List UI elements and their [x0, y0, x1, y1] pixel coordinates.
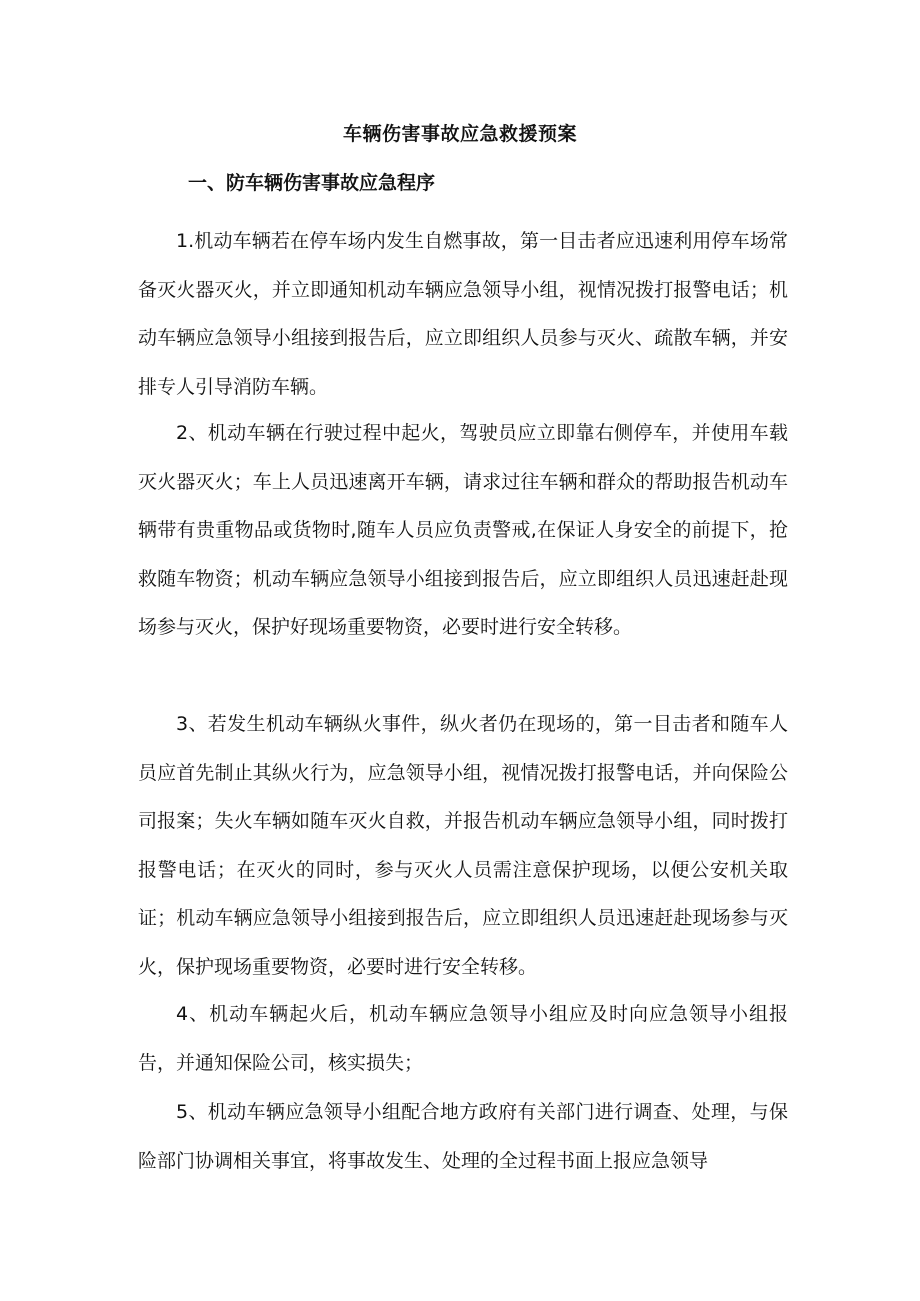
document-title: 车辆伤害事故应急救援预案 [342, 123, 577, 145]
paragraph-block-1 [138, 217, 788, 411]
paragraph-2: 2、机动车辆在行驶过程中起火，驾驶员应立即靠右侧停车，并使用车载灭火器灭火；车上人员迅速离开车辆，请求过往车辆和群众的帮助报告机动车辆带有贵重物品或货物时,随车人员应负责警戒,在保证人身安全的前提下，抢救随车物资；机动车辆应急领导小组接到报告后，应立即组织人员迅速赶赴现场参与灭火，保护好现场重要物资，必要时进行安全转移。 [138, 422, 788, 638]
paragraph-block-5 [138, 1088, 788, 1185]
paragraph-block-2 [138, 409, 788, 652]
section-heading: 一、防车辆伤害事故应急程序 [188, 172, 436, 194]
paragraph-block-4 [138, 990, 788, 1087]
paragraph-4: 4、机动车辆起火后，机动车辆应急领导小组应及时向应急领导小组报告，并通知保险公司，核实损失； [138, 1003, 788, 1074]
paragraph-3: 3、若发生机动车辆纵火事件，纵火者仍在现场的，第一目击者和随车人员应首先制止其纵火行为，应急领导小组，视情况拨打报警电话，并向保险公司报案；失火车辆如随车灭火自救，并报告机动车辆应急领导小组，同时拨打报警电话；在灭火的同时，参与灭火人员需注意保护现场，以便公安机关取证；机动车辆应急领导小组接到报告后，应立即组织人员迅速赶赴现场参与灭火，保护现场重要物资，必要时进行安全转移。 [138, 713, 788, 978]
paragraph-1: 1.机动车辆若在停车场内发生自燃事故，第一目击者应迅速利用停车场常备灭火器灭火，并立即通知机动车辆应急领导小组，视情况拨打报警电话；机动车辆应急领导小组接到报告后，应立即组织人员参与灭火、疏散车辆，并安排专人引导消防车辆。 [138, 230, 788, 398]
paragraph-5: 5、机动车辆应急领导小组配合地方政府有关部门进行调查、处理，与保险部门协调相关事宜，将事故发生、处理的全过程书面上报应急领导 [138, 1101, 788, 1172]
paragraph-block-3 [138, 700, 788, 991]
